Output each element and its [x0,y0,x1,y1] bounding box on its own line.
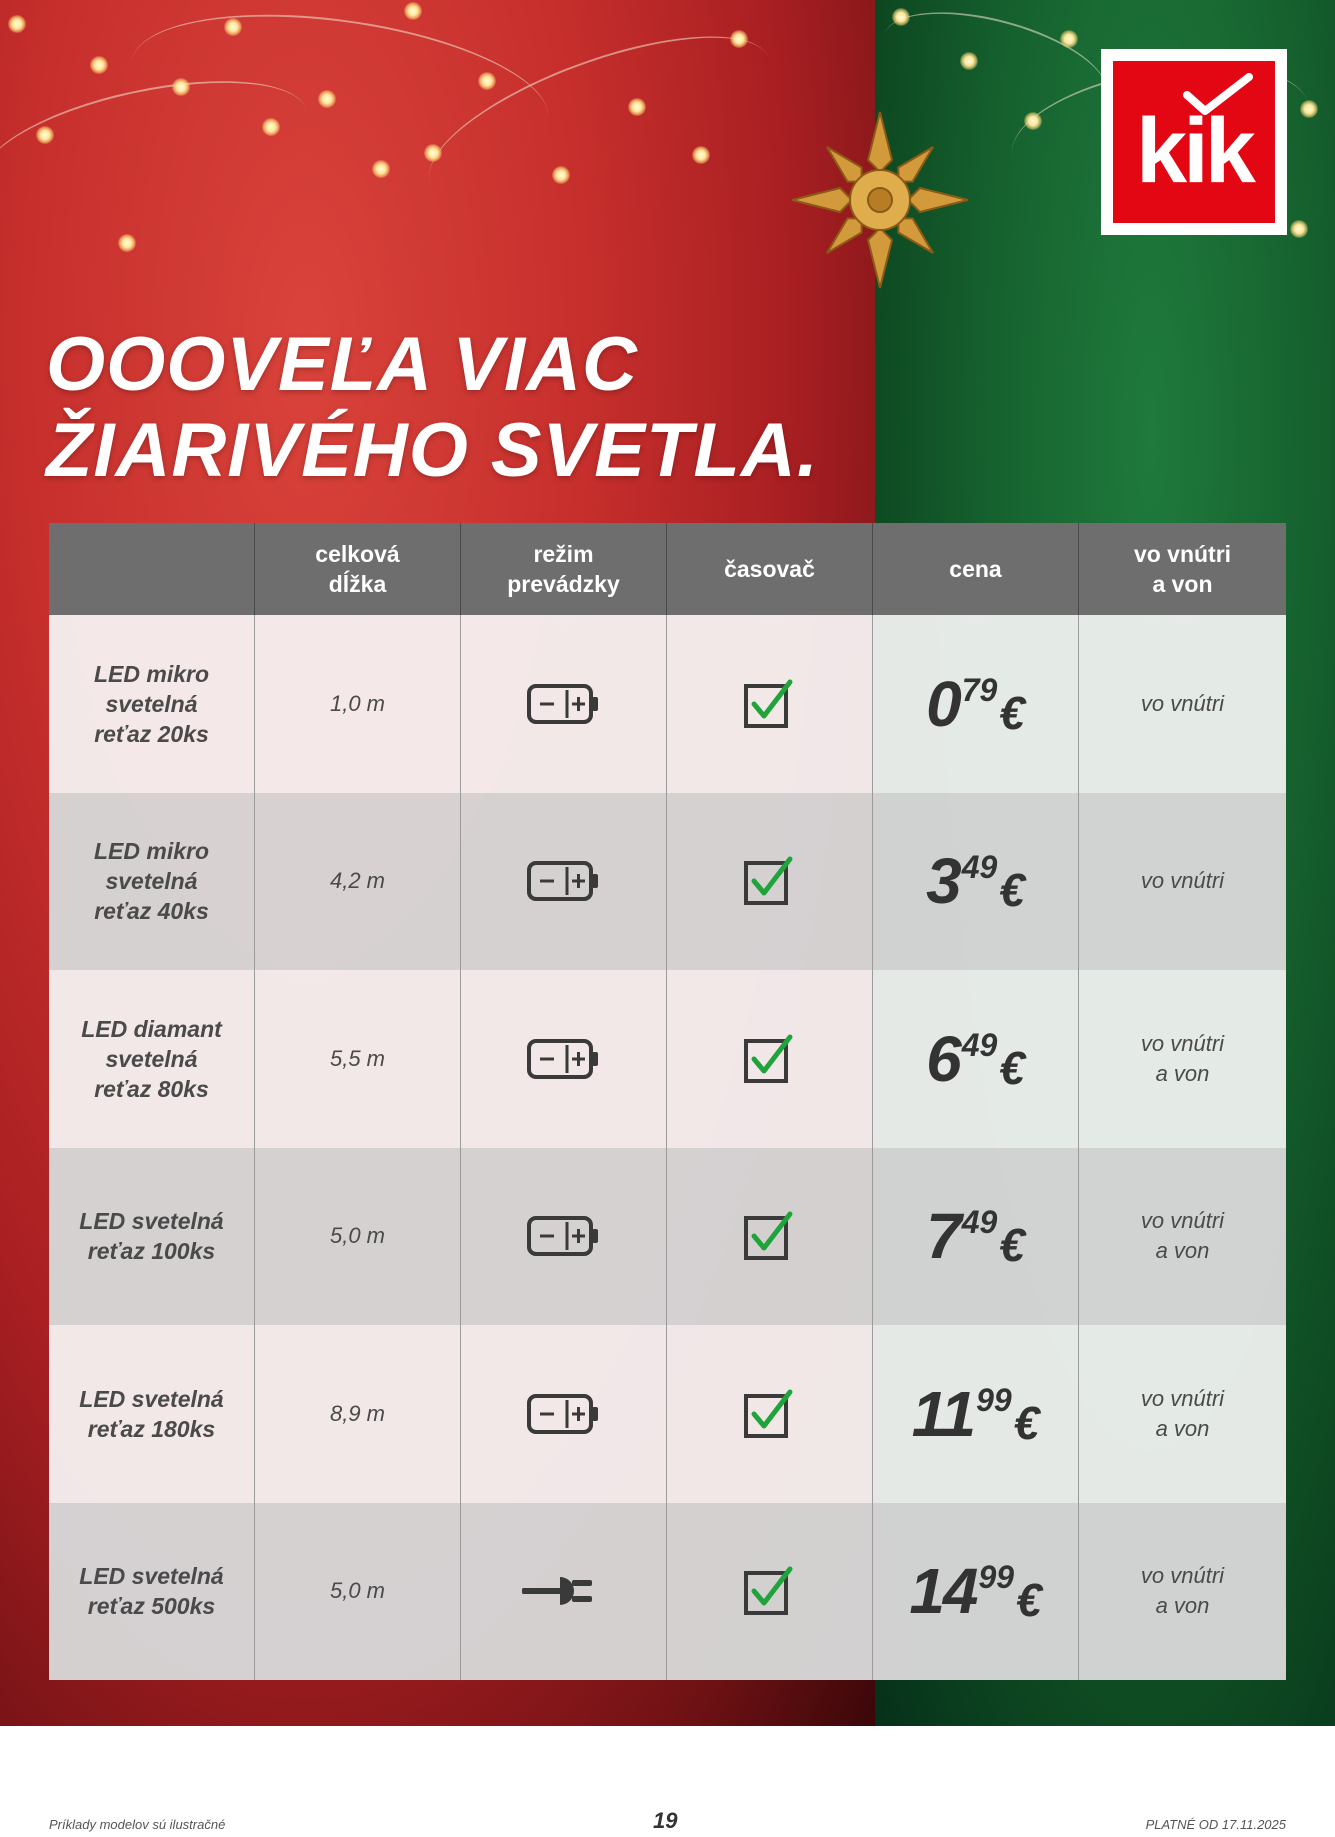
light-bulb [628,98,646,116]
light-bulb [892,8,910,26]
light-bulb [90,56,108,74]
operation-mode [461,970,667,1148]
price [873,1503,1079,1681]
product-name: LED mikro svetelná reťaz 40ks [49,793,255,971]
price-cents: 99 [976,1381,1012,1418]
light-bulb [372,160,390,178]
light-bulb [1300,100,1318,118]
light-bulb [1060,30,1078,48]
product-length: 1,0 m [255,615,461,793]
light-bulb [1290,220,1308,238]
light-bulb [318,90,336,108]
checkbox-checked-icon [742,1386,798,1442]
header-indoor-outdoor: vo vnútri a von [1079,523,1286,615]
kik-logo [1101,49,1287,235]
light-bulb [552,166,570,184]
price [873,1325,1079,1503]
currency-symbol: € [999,686,1025,739]
price-tag [926,1200,1025,1273]
timer [667,615,873,793]
product-comparison-table [49,523,1286,1676]
light-bulb [36,126,54,144]
price [873,615,1079,793]
light-bulb [172,78,190,96]
table-header [49,523,1286,615]
product-length: 4,2 m [255,793,461,971]
indoor-outdoor: vo vnútri a von [1079,970,1286,1148]
product-name: LED svetelná reťaz 500ks [49,1503,255,1681]
price [873,1148,1079,1326]
operation-mode [461,793,667,971]
price-main: 7 [926,1200,960,1273]
indoor-outdoor: vo vnútri a von [1079,1503,1286,1681]
headline-line-2: ŽIARIVÉHO SVETLA. [46,408,819,493]
logo-checkmark-icon [1183,73,1253,117]
currency-symbol: € [1016,1574,1042,1627]
timer [667,1325,873,1503]
checkbox-checked-icon [742,676,798,732]
price [873,970,1079,1148]
currency-symbol: € [999,1041,1025,1094]
product-length: 8,9 m [255,1325,461,1503]
light-bulb [960,52,978,70]
footer-validity: PLATNÉ OD 17.11.2025 [1145,1817,1286,1832]
timer [667,1148,873,1326]
table-row [49,970,1286,1148]
table-row [49,1148,1286,1326]
battery-icon [527,684,601,724]
indoor-outdoor: vo vnútri a von [1079,1148,1286,1326]
battery-icon [527,1216,601,1256]
header-empty [49,523,255,615]
price-tag [909,1555,1042,1628]
operation-mode [461,1148,667,1326]
indoor-outdoor: vo vnútri [1079,615,1286,793]
checkbox-checked-icon [742,1031,798,1087]
price-tag [926,845,1025,918]
table-row [49,615,1286,793]
light-bulb [730,30,748,48]
product-name: LED diamant svetelná reťaz 80ks [49,970,255,1148]
checkbox-checked-icon [742,1563,798,1619]
light-bulb [118,234,136,252]
product-length: 5,0 m [255,1148,461,1326]
timer [667,793,873,971]
currency-symbol: € [999,1219,1025,1272]
price-main: 11 [911,1377,975,1450]
price-cents: 49 [961,849,998,886]
page-number: 19 [653,1808,678,1833]
logo-text: kik [1136,99,1252,202]
price-tag [926,667,1025,740]
price-cents: 99 [978,1559,1015,1596]
product-length: 5,5 m [255,970,461,1148]
price-cents: 79 [961,671,998,708]
header-price: cena [873,523,1079,615]
checkbox-checked-icon [742,1208,798,1264]
footer-disclaimer: Príklady modelov sú ilustračné [49,1817,226,1832]
currency-symbol: € [1013,1396,1040,1449]
indoor-outdoor: vo vnútri a von [1079,1325,1286,1503]
price-main: 6 [926,1022,960,1095]
product-name: LED svetelná reťaz 180ks [49,1325,255,1503]
header-timer: časovač [667,523,873,615]
operation-mode [461,1503,667,1681]
product-length: 5,0 m [255,1503,461,1681]
battery-icon [527,1039,601,1079]
price-tag [911,1377,1040,1450]
light-bulb [262,118,280,136]
light-bulb [692,146,710,164]
table-row [49,1325,1286,1503]
light-bulb [224,18,242,36]
battery-icon [527,1394,601,1434]
currency-symbol: € [999,864,1025,917]
price-tag [926,1022,1025,1095]
logo-red-square [1113,61,1275,223]
light-bulb [8,15,26,33]
battery-icon [527,861,601,901]
header-mode: režim prevádzky [461,523,667,615]
light-bulb [404,2,422,20]
table-body [49,615,1286,1680]
price [873,793,1079,971]
product-name: LED svetelná reťaz 100ks [49,1148,255,1326]
indoor-outdoor: vo vnútri [1079,793,1286,971]
snowflake-ornament-icon [785,105,975,295]
price-cents: 49 [961,1204,998,1241]
light-bulb [424,144,442,162]
table-row [49,793,1286,971]
checkbox-checked-icon [742,853,798,909]
timer [667,970,873,1148]
plug-icon [522,1571,606,1611]
price-main: 3 [926,845,960,918]
table-row [49,1503,1286,1681]
light-bulb [478,72,496,90]
headline-line-1: OOOVEĽA VIAC [46,322,638,407]
header-length: celková dĺžka [255,523,461,615]
light-bulb [1024,112,1042,130]
operation-mode [461,615,667,793]
operation-mode [461,1325,667,1503]
timer [667,1503,873,1681]
price-main: 0 [926,667,960,740]
price-main: 14 [909,1555,977,1628]
headline [46,322,819,494]
price-cents: 49 [961,1026,998,1063]
product-name: LED mikro svetelná reťaz 20ks [49,615,255,793]
